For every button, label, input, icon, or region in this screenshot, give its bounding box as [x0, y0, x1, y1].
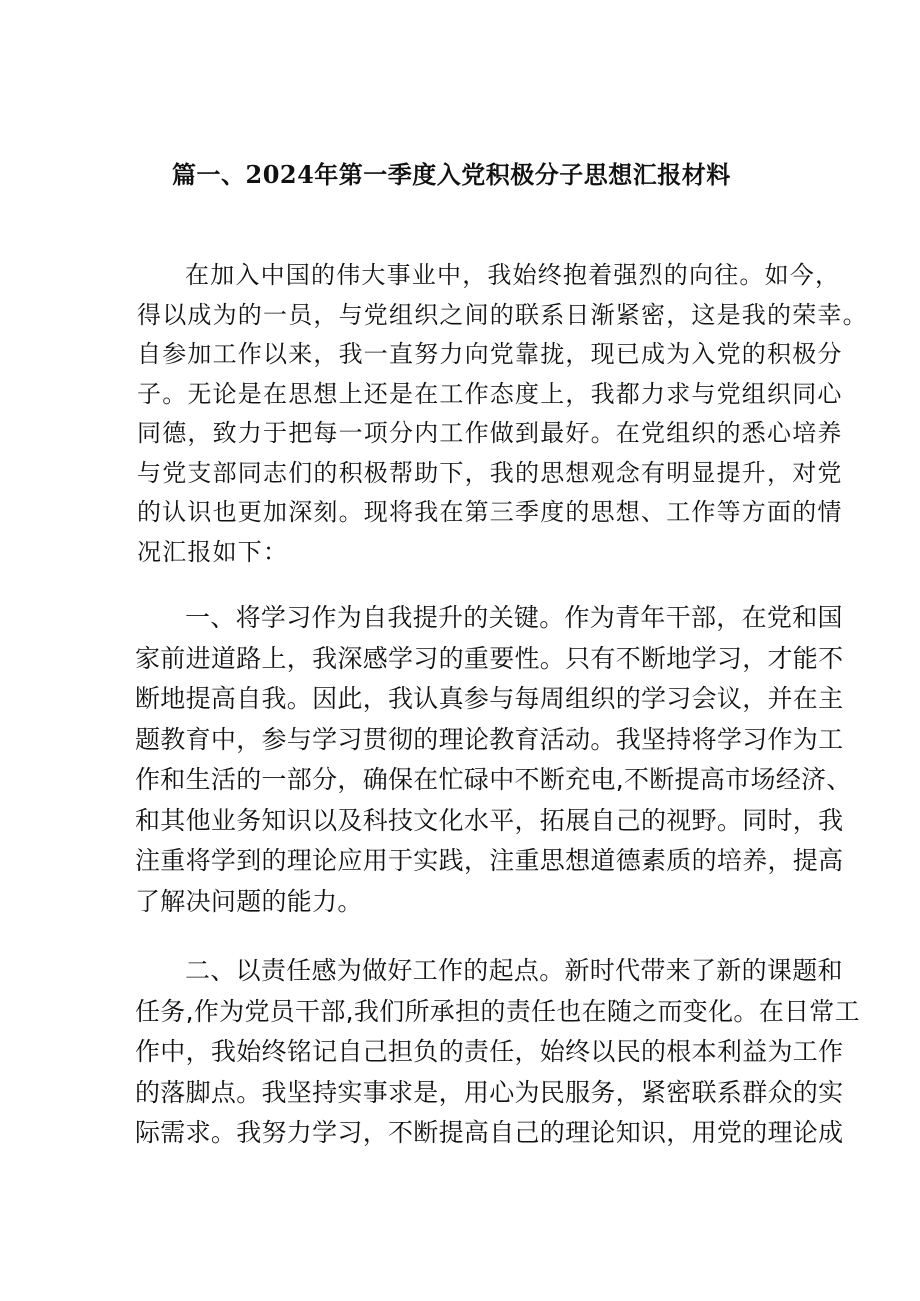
paragraph-line: 得以成为的一员，与党组织之间的联系日渐紧密，这是我的荣幸。	[137, 300, 868, 329]
paragraph-line: 了解决问题的能力。	[135, 886, 363, 916]
paragraph-line: 二、以责任感为做好工作的起点。新时代带来了新的课题和	[185, 956, 843, 985]
paragraph-line: 自参加工作以来，我一直努力向党靠拢，现已成为入党的积极分	[137, 340, 843, 368]
paragraph-line: 子。无论是在思想上还是在工作态度上，我都力求与党组织同心	[137, 379, 843, 408]
paragraph-line: 家前进道路上，我深感学习的重要性。只有不断地学习，才能不	[135, 643, 844, 673]
paragraph-line: 注重将学到的理论应用于实践，注重思想道德素质的培养，提高	[135, 846, 844, 875]
paragraph-line: 任务,作为党员干部,我们所承担的责任也在随之而变化。在日常工	[135, 996, 860, 1026]
paragraph-line: 际需求。我努力学习，不断提高自己的理论知识，用党的理论成	[135, 1118, 844, 1147]
paragraph-line: 题教育中，参与学习贯彻的理论教育活动。我坚持将学习作为工	[135, 724, 844, 754]
paragraph-line: 的落脚点。我坚持实事求是，用心为民服务，紧密联系群众的实	[135, 1077, 844, 1107]
paragraph-line: 的认识也更加深刻。现将我在第三季度的思想、工作等方面的情	[137, 498, 843, 526]
paragraph-line: 况汇报如下：	[137, 537, 289, 566]
document-title: 篇一、2024年第一季度入党积极分子思想汇报材料	[172, 160, 731, 189]
intro-paragraph	[137, 256, 868, 572]
paragraph-line: 一、将学习作为自我提升的关键。作为青年干部，在党和国	[185, 603, 843, 632]
paragraph-line: 和其他业务知识以及科技文化水平，拓展自己的视野。同时，我	[135, 805, 844, 835]
paragraph-line: 作中，我始终铭记自己担负的责任，始终以民的根本利益为工作	[135, 1037, 844, 1066]
section-1-paragraph	[135, 598, 852, 922]
paragraph-line: 与党支部同志们的积极帮助下，我的思想观念有明显提升，对党	[137, 458, 843, 487]
paragraph-line: 断地提高自我。因此，我认真参与每周组织的学习会议，并在主	[135, 684, 844, 713]
paragraph-line: 作和生活的一部分，确保在忙碌中不断充电,不断提高市场经济、	[135, 765, 852, 794]
paragraph-line: 同德，致力于把每一项分内工作做到最好。在党组织的悉心培养	[137, 419, 843, 447]
paragraph-line: 在加入中国的伟大事业中，我始终抱着强烈的向往。如今，	[185, 261, 841, 289]
section-2-paragraph	[135, 951, 860, 1154]
